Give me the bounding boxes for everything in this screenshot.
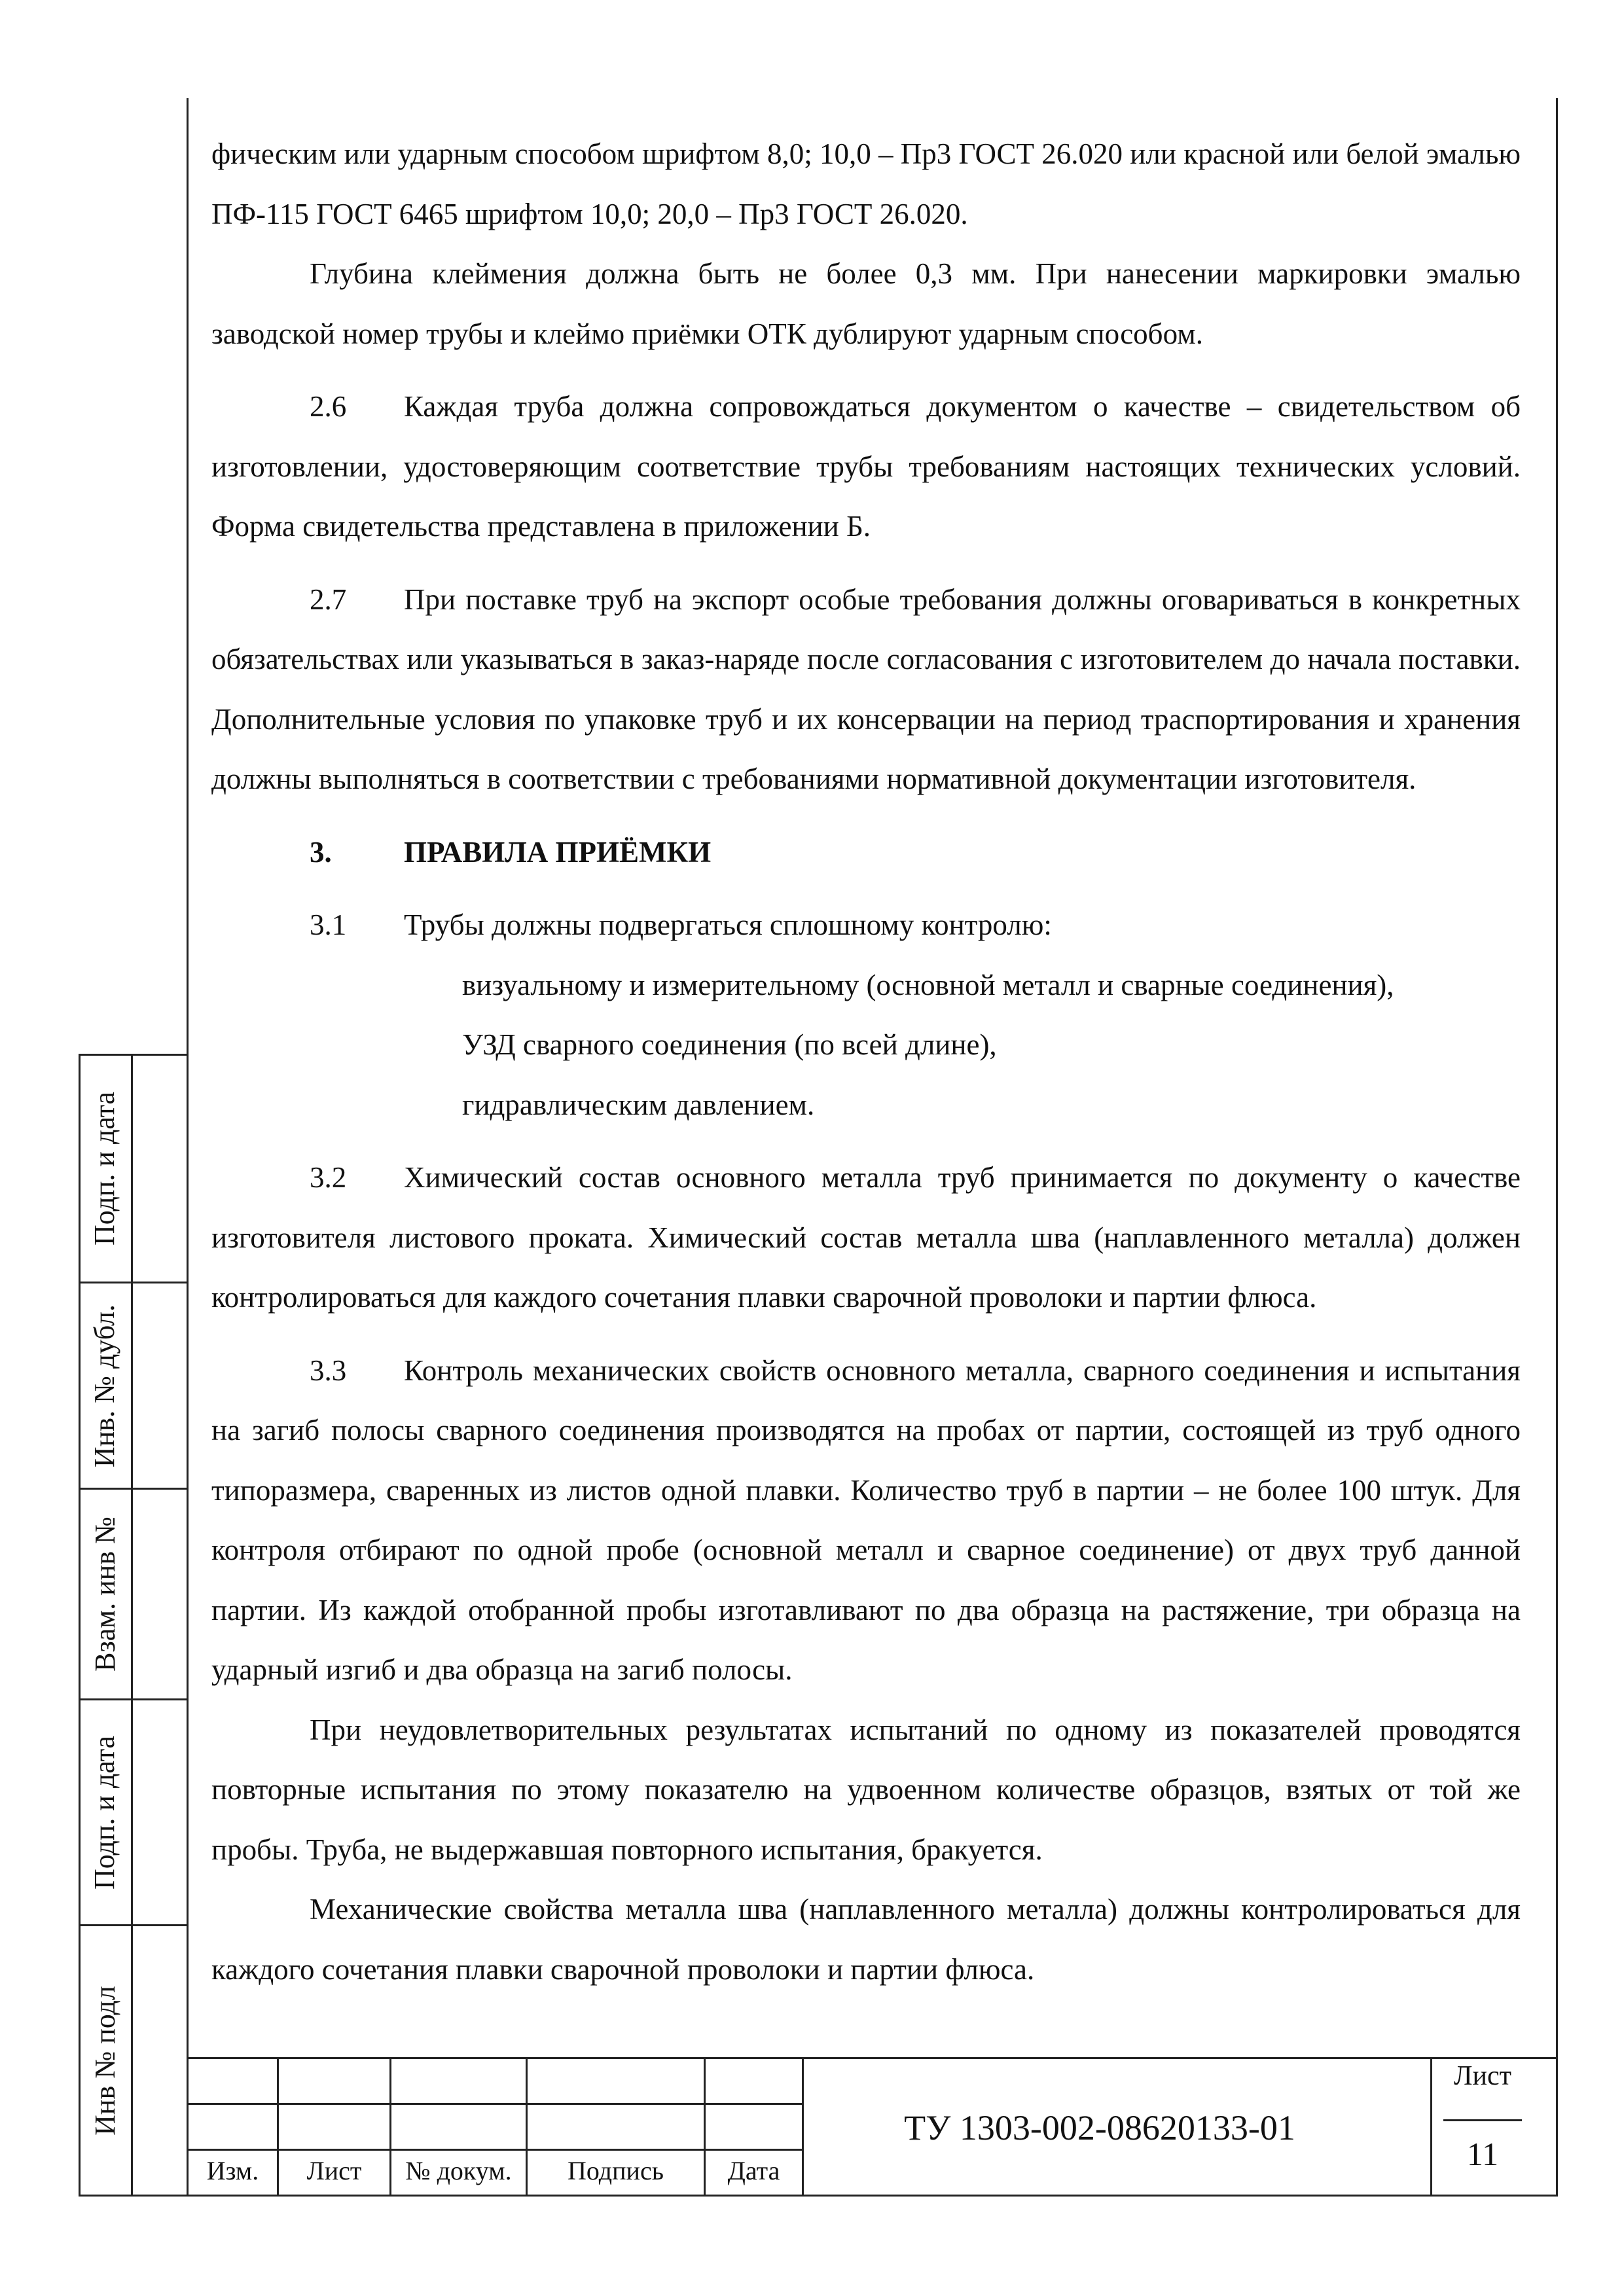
clause-2-6 xyxy=(211,377,1521,557)
title-block-top-line xyxy=(187,2057,1558,2059)
side-label-inv-dubl: Инв. № дубл. xyxy=(88,1304,121,1467)
paragraph-stamp-depth: Глубина клеймения должна быть не более 0,3 мм. При нанесении маркировки эмалью заводской номер трубы и клеймо приёмки ОТК дублируют ударным способом. xyxy=(211,257,1521,350)
list-item: УЗД сварного соединения (по всей длине), xyxy=(462,1028,997,1061)
clause-2-7 xyxy=(211,570,1521,810)
section-title: ПРАВИЛА ПРИЁМКИ xyxy=(404,835,712,869)
side-cell-inv-dubl xyxy=(79,1283,131,1488)
clause-number: 3.2 xyxy=(310,1161,347,1194)
column-data: Дата xyxy=(727,2156,780,2185)
clause-text: Химический состав основного металла труб принимается по документу о качестве изготовителя листового проката. Химический состав металла шва (наплавленного металла) должен контролироваться для каждого сочетания плавки сварочной проволоки и партии флюса. xyxy=(211,1161,1521,1314)
clause-3-2 xyxy=(211,1148,1521,1328)
section-heading-3 xyxy=(211,823,1521,883)
column-podpis: Подпись xyxy=(568,2156,664,2185)
paragraph-retest: При неудовлетворительных результатах испытаний по одному из показателей проводятся повторные испытания по этому показателю на удвоенном количестве образцов, взятых от той же пробы. Труба, не выдержавшая повторного испытания, бракуется. xyxy=(211,1713,1521,1866)
paragraph-continued: фическим или ударным способом шрифтом 8,0; 10,0 – Пр3 ГОСТ 26.020 или красной или белой эмалью ПФ-115 ГОСТ 6465 шрифтом 10,0; 20,0 – Пр3 ГОСТ 26.020. xyxy=(211,137,1521,230)
clause-3-1 xyxy=(211,895,1521,956)
clause-text: Контроль механических свойств основного металла, сварного соединения и испытания на загиб полосы сварного соединения производятся на пробах от партии, состоящей из труб одного типоразмера, сваренных из листов одной плавки. Количество труб в партии – не более 100 штук. Для контроля отбирают по одной пробе (основной металл и сварное соединение) от двух труб данной партии. Из каждой отобранной пробы изготавливают по два образца на растяжение, три образца на ударный изгиб и два образца на загиб полосы. xyxy=(211,1354,1521,1686)
side-label-vzam-inv: Взам. инв № xyxy=(88,1516,121,1672)
clause-text: При поставке труб на экспорт особые требования должны оговариваться в конкретных обязательствах или указываться в заказ-наряде после согласования с изготовителем до начала поставки. Дополнительные условия по упаковке труб и их консервации на период траспортирования и хранения должны выполняться в соответствии с требованиями нормативной документации изготовителя. xyxy=(211,583,1521,795)
clause-text: Трубы должны подвергаться сплошному контролю: xyxy=(404,908,1052,941)
section-number: 3. xyxy=(310,835,332,869)
list-item: гидравлическим давлением. xyxy=(462,1088,815,1121)
title-col-line-5 xyxy=(802,2057,804,2196)
title-col-line-6 xyxy=(1430,2057,1432,2196)
clause-text: Каждая труба должна сопровождаться документом о качестве – свидетельством об изготовлении, удостоверяющим соответствие трубы требованиям настоящих технических условий. Форма свидетельства представлена в приложении Б. xyxy=(211,390,1521,543)
side-stamp-inner-line xyxy=(131,1054,133,2196)
column-n-dokum: № докум. xyxy=(405,2156,512,2185)
side-cell-inv-podl xyxy=(79,1926,131,2195)
side-cell-podp-data-1 xyxy=(79,1056,131,1282)
frame-right-line xyxy=(1556,98,1558,2196)
document-body xyxy=(211,124,1521,2000)
side-label-podp-data-2: Подп. и дата xyxy=(88,1735,121,1890)
title-block-row-line-2 xyxy=(187,2149,802,2151)
column-list: Лист xyxy=(306,2156,362,2185)
column-izm: Изм. xyxy=(206,2156,259,2185)
clause-number: 3.1 xyxy=(310,908,347,941)
side-label-podp-data-1: Подп. и дата xyxy=(88,1091,121,1246)
paragraph-weld-metal: Механические свойства металла шва (наплавленного металла) должны контролироваться для каждого сочетания плавки сварочной проволоки и партии флюса. xyxy=(211,1893,1521,1986)
title-block-row-line-1 xyxy=(187,2103,802,2105)
side-cell-podp-data-2 xyxy=(79,1700,131,1924)
clause-number: 2.7 xyxy=(310,583,347,616)
sheet-label: Лист xyxy=(1454,2061,1511,2091)
document-code: ТУ 1303-002-08620133-01 xyxy=(904,2108,1295,2147)
frame-left-line xyxy=(187,98,189,2196)
side-label-inv-podl: Инв № подл xyxy=(88,1985,121,2136)
list-item: визуальному и измерительному (основной металл и сварные соединения), xyxy=(462,968,1394,1001)
clause-number: 3.3 xyxy=(310,1354,347,1387)
sheet-number: 11 xyxy=(1466,2136,1499,2172)
clause-number: 2.6 xyxy=(310,390,347,423)
side-cell-vzam-inv xyxy=(79,1490,131,1698)
clause-3-3 xyxy=(211,1341,1521,1700)
sheet-cell-divider xyxy=(1443,2119,1522,2121)
frame-bottom-line xyxy=(79,2195,1558,2197)
